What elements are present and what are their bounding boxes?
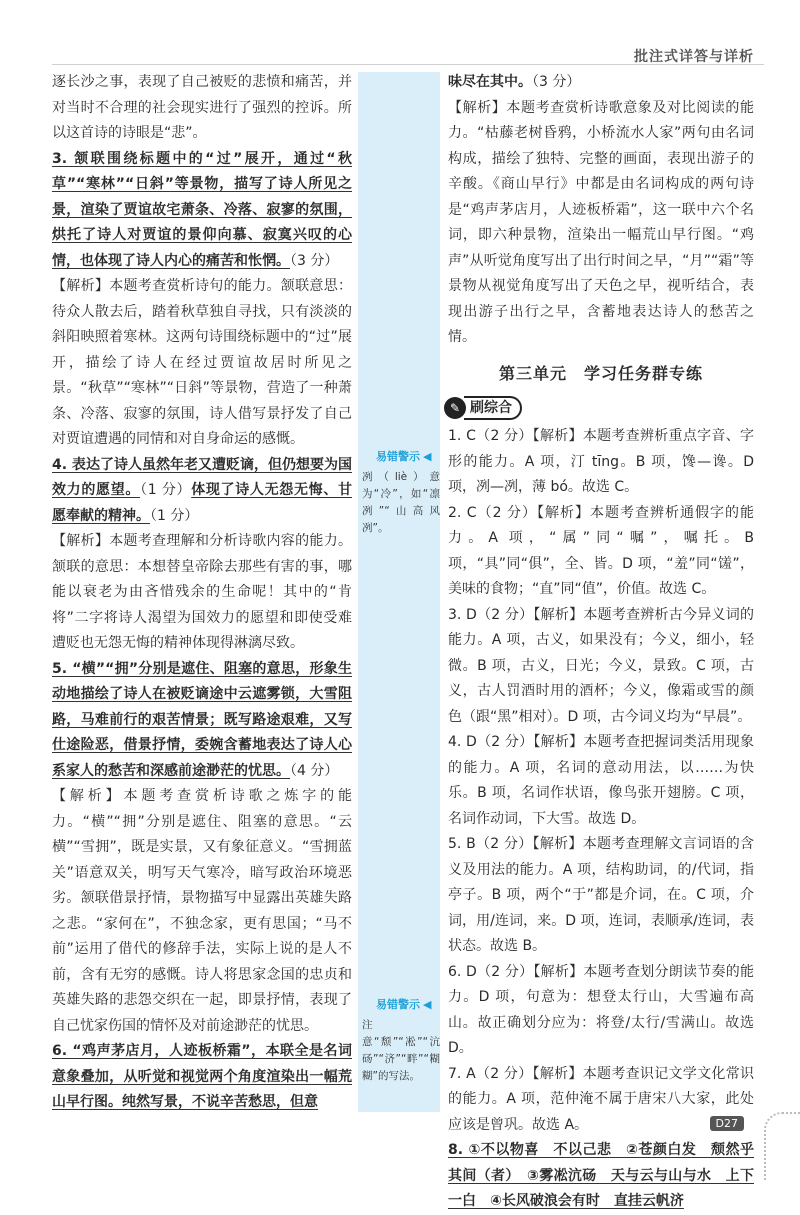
answer-item: 7. A（2 分）【解析】本题考查识记文学文化常识的能力。A 项，范仲淹不属于唐宋八大家，此处应该是曾巩。故选 A。 bbox=[448, 1065, 754, 1133]
tip-heading-text: 易错警示 bbox=[376, 998, 420, 1011]
right-column bbox=[448, 70, 754, 1215]
analysis-6: 【解析】本题考查赏析诗歌意象及对比阅读的能力。“枯藤老树昏鸦，小桥流水人家”两句由名词构成，描绘了独特、完整的画面，表现出游子的辛酸。《商山早行》中都是由名词构成的两句诗是“鸡声茅店月，人迹板桥霜”，这一联中六个名词，即六种景物，渲染出一幅荒山早行图。“鸡声”从听觉角度写出了出行时间之早，“月”“霜”等景物从视觉角度写出了天色之早，视听结合，表现出游子出行之早，含蓄地表达诗人的愁苦之情。 bbox=[448, 99, 754, 345]
badge-label: 刷综合 bbox=[464, 396, 522, 420]
score: （1 分） bbox=[140, 482, 192, 498]
analysis-5: 【解析】本题考查赏析诗歌之炼字的能力。“横”“拥”分别是遮住、阻塞的意思。“云横”“雪拥”，既是实景，又有象征意义。“雪拥蓝关”语意双关，明写天气寒冷，暗写政治环境恶劣。颔联借景抒情，景物描写中显露出英雄失路之悲。“家何在”，不独念家，更有思国；“马不前”运用了借代的修辞手法，实际上说的是人不前，含有无穷的感慨。诗人将思家念国的忠贞和英雄失路的悲怨交织在一起，即景抒情，表现了自己忧家伤国的情怀及对前途渺茫的忧思。 bbox=[52, 788, 352, 1034]
answer-text: 体现了诗人无怨无悔、甘愿奉献的精神。 bbox=[52, 482, 353, 524]
paragraph: 逐长沙之事，表现了自己被贬的悲愤和痛苦，并对当时不合理的社会现实进行了强烈的控诉。所以这首诗的诗眼是“悲”。 bbox=[52, 74, 352, 141]
answer-item: 4. D（2 分）【解析】本题考查把握词类活用现象的能力。A 项，名词的意动用法，以……为快乐。B 项，名词作状语，像鸟张开翅膀。C 项，名词作动词，下大雪。故选 D。 bbox=[448, 734, 754, 827]
answer-text: 5. “横”“拥”分别是遮住、阻塞的意思，形象生动地描绘了诗人在被贬谪途中云遮雾锁，大雪阻路，马难前行的艰苦情景；既写路途艰难，又写仕途险恶，借景抒情，委婉含蓄地表达了诗人心系家人的愁苦和深感前途渺茫的忧思。 bbox=[52, 660, 352, 779]
answer-text: 3. 颔联围绕标题中的“过”展开，通过“秋草”“寒林”“日斜”等景物，描写了诗人所见之景，渲染了贾谊故宅萧条、冷落、寂寥的氛围，烘托了诗人对贾谊的景仰向慕、寂寞兴叹的心情，也体现了诗人内心的痛苦和怅惘。 bbox=[52, 150, 352, 269]
answer-item: 2. C（2 分）【解析】本题考查辨析通假字的能力。A 项，“属”同“嘱”，嘱托。B 项，“具”同“俱”，全、皆。D 项，“羞”同“馐”，美味的食物；“直”同“值”，价值。故选 C。 bbox=[448, 504, 754, 597]
score: （3 分） bbox=[290, 252, 339, 269]
answer-item: 1. C（2 分）【解析】本题考查辨析重点字音、字形的能力。A 项，汀 tīng。B 项，馋—谗。D 项，冽—冽，薄 bó。故选 C。 bbox=[448, 428, 754, 495]
score: （3 分） bbox=[532, 74, 581, 90]
page-header bbox=[0, 0, 800, 66]
brush-icon: ✎ bbox=[444, 397, 466, 419]
header-divider bbox=[52, 64, 764, 65]
answer-item: 8. ①不以物喜 不以己悲 ②苍颜白发 颓然乎其间（者） ③雾凇沆砀 天与云与山与水 上下一白 ④长风破浪会有时 直挂云帆济 bbox=[448, 1142, 754, 1209]
answer-4 bbox=[52, 453, 352, 530]
section-badge bbox=[444, 396, 522, 420]
score: （1 分） bbox=[150, 507, 199, 524]
arrow-icon: ◀ bbox=[423, 450, 432, 463]
answer-6: 6. “鸡声茅店月，人迹板桥霜”，本联全是名词意象叠加，从听觉和视觉两个角度渲染出一幅荒山早行图。纯然写景，不说辛苦愁思，但意 bbox=[52, 1043, 352, 1110]
arrow-icon: ◀ bbox=[423, 998, 432, 1011]
tip-box-2 bbox=[362, 996, 440, 1085]
tip-body: 注意“颓”“凇”“沆砀”“济”“畔”“糊糊”的写法。 bbox=[362, 1019, 440, 1082]
answer-3 bbox=[52, 147, 352, 275]
answer-5 bbox=[52, 657, 352, 785]
unit-title: 第三单元 学习任务群专练 bbox=[498, 363, 703, 383]
answer-text: 4. 表达了诗人虽然年老又遭贬谪，但仍想要为国效力的愿望。 bbox=[52, 456, 352, 498]
answer-text: 味尽在其中。 bbox=[448, 74, 532, 90]
answer-item: 5. B（2 分）【解析】本题考查理解文言词语的含义及用法的能力。A 项，结构助词，的/代词，指亭子。B 项，两个“于”都是介词，在。C 项，介词，用/连词，来。D 项，连词，表顺承/连词，表状态。故选 B。 bbox=[448, 836, 754, 954]
corner-decoration bbox=[764, 1112, 800, 1180]
answer-item: 3. D（2 分）【解析】本题考查辨析古今异义词的能力。A 项，古义，如果没有；今义，细小，轻微。B 项，古义，日光；今义，景致。C 项，古义，古人罚酒时用的酒杯；今义，像霜或雪的颜色（跟“黑”相对）。D 项，古今词义均为“早晨”。 bbox=[448, 606, 754, 725]
analysis-3: 【解析】本题考查赏析诗句的能力。颔联意思：待众人散去后，踏着秋草独自寻找，只有淡淡的斜阳映照着寒林。这两句诗围绕标题中的“过”展开，描绘了诗人在经过贾谊故居时所见之景。“秋草”“寒林”“日斜”等景物，营造了一种萧条、冷落、寂寥的氛围，诗人借写景抒发了自己对贾谊遭遇的同情和对自身命运的感慨。 bbox=[52, 278, 352, 447]
tip-heading-text: 易错警示 bbox=[376, 450, 420, 463]
page-number: D27 bbox=[710, 1116, 744, 1131]
analysis-4: 【解析】本题考查理解和分析诗歌内容的能力。颔联的意思：本想替皇帝除去那些有害的事，哪能以衰老为由吝惜残余的生命呢！其中的“肯将”二字将诗人渴望为国效力的愿望和即使受难遭贬也无怨无悔的精神体现得淋漓尽致。 bbox=[52, 533, 352, 651]
margin-notes-strip bbox=[358, 72, 440, 1112]
left-column bbox=[52, 70, 352, 1116]
answer-item: 6. D（2 分）【解析】本题考查划分朗读节奏的能力。D 项，句意为：想登太行山，大雪遍布高山。故正确划分应为：将登/太行/雪满山。故选 D。 bbox=[448, 963, 754, 1056]
tip-box-1 bbox=[362, 448, 440, 537]
header-title: 批注式详答与详析 bbox=[634, 49, 754, 65]
score: （4 分） bbox=[290, 762, 339, 779]
answer-6-continued bbox=[448, 70, 754, 96]
tip-heading bbox=[362, 448, 440, 465]
tip-body: 冽（liè）意为“冷”，如“凛冽”“山高风冽”。 bbox=[362, 471, 440, 534]
tip-heading bbox=[362, 996, 440, 1013]
